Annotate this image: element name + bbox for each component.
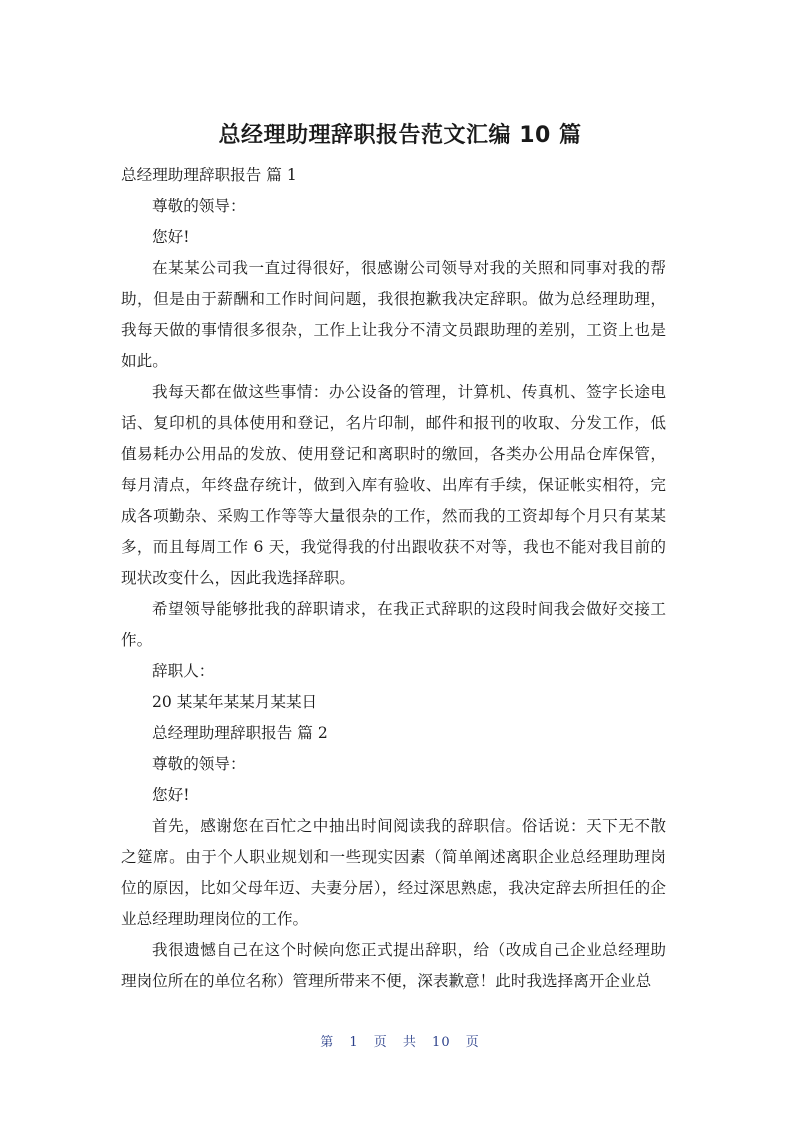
body-paragraph: 希望领导能够批我的辞职请求，在我正式辞职的这段时间我会做好交接工作。 (121, 600, 666, 649)
section-heading: 总经理助理辞职报告 篇 2 (152, 724, 328, 742)
body-paragraph: 首先，感谢您在百忙之中抽出时间阅读我的辞职信。俗话说：天下无不散之筵席。由于个人职业规划和一些现实因素（简单阐述离职企业总经理助理岗位的原因，比如父母年迈、夫妻分居），经过深思熟虑，我决定辞去所担任的企业总经理助理岗位的工作。 (121, 817, 666, 928)
date-line: 20 某某年某某月某某日 (152, 693, 318, 711)
document-body (121, 160, 666, 997)
greeting: 您好! (152, 786, 190, 804)
body-paragraph: 在某某公司我一直过得很好，很感谢公司领导对我的关照和同事对我的帮助，但是由于薪酬和工作时间问题，我很抱歉我决定辞职。做为总经理助理，我每天做的事情很多很杂，工作上让我分不清文员跟助理的差别，工资上也是如此。 (121, 259, 666, 370)
signature-label: 辞职人： (152, 662, 215, 680)
salutation: 尊敬的领导： (152, 197, 246, 215)
section-heading: 总经理助理辞职报告 篇 1 (121, 166, 297, 184)
page-number: 第 1 页 共 10 页 (320, 1035, 480, 1050)
document-title: 总经理助理辞职报告范文汇编 10 篇 (218, 123, 582, 148)
salutation: 尊敬的领导： (152, 755, 246, 773)
greeting: 您好! (152, 228, 190, 246)
body-paragraph: 我每天都在做这些事情：办公设备的管理，计算机、传真机、签字长途电话、复印机的具体使用和登记，名片印制，邮件和报刊的收取、分发工作，低值易耗办公用品的发放、使用登记和离职时的缴回，各类办公用品仓库保管，每月清点，年终盘存统计，做到入库有验收、出库有手续，保证帐实相符，完成各项勤杂、采购工作等等大量很杂的工作，然而我的工资却每个月只有某某多，而且每周工作 6 天，我觉得我的付出跟收获不对等，我也不能对我目前的现状改变什么，因此我选择辞职。 (121, 383, 666, 587)
body-paragraph: 我很遗憾自己在这个时候向您正式提出辞职，给（改成自己企业总经理助理岗位所在的单位名称）管理所带来不便，深表歉意！此时我选择离开企业总 (121, 941, 666, 990)
